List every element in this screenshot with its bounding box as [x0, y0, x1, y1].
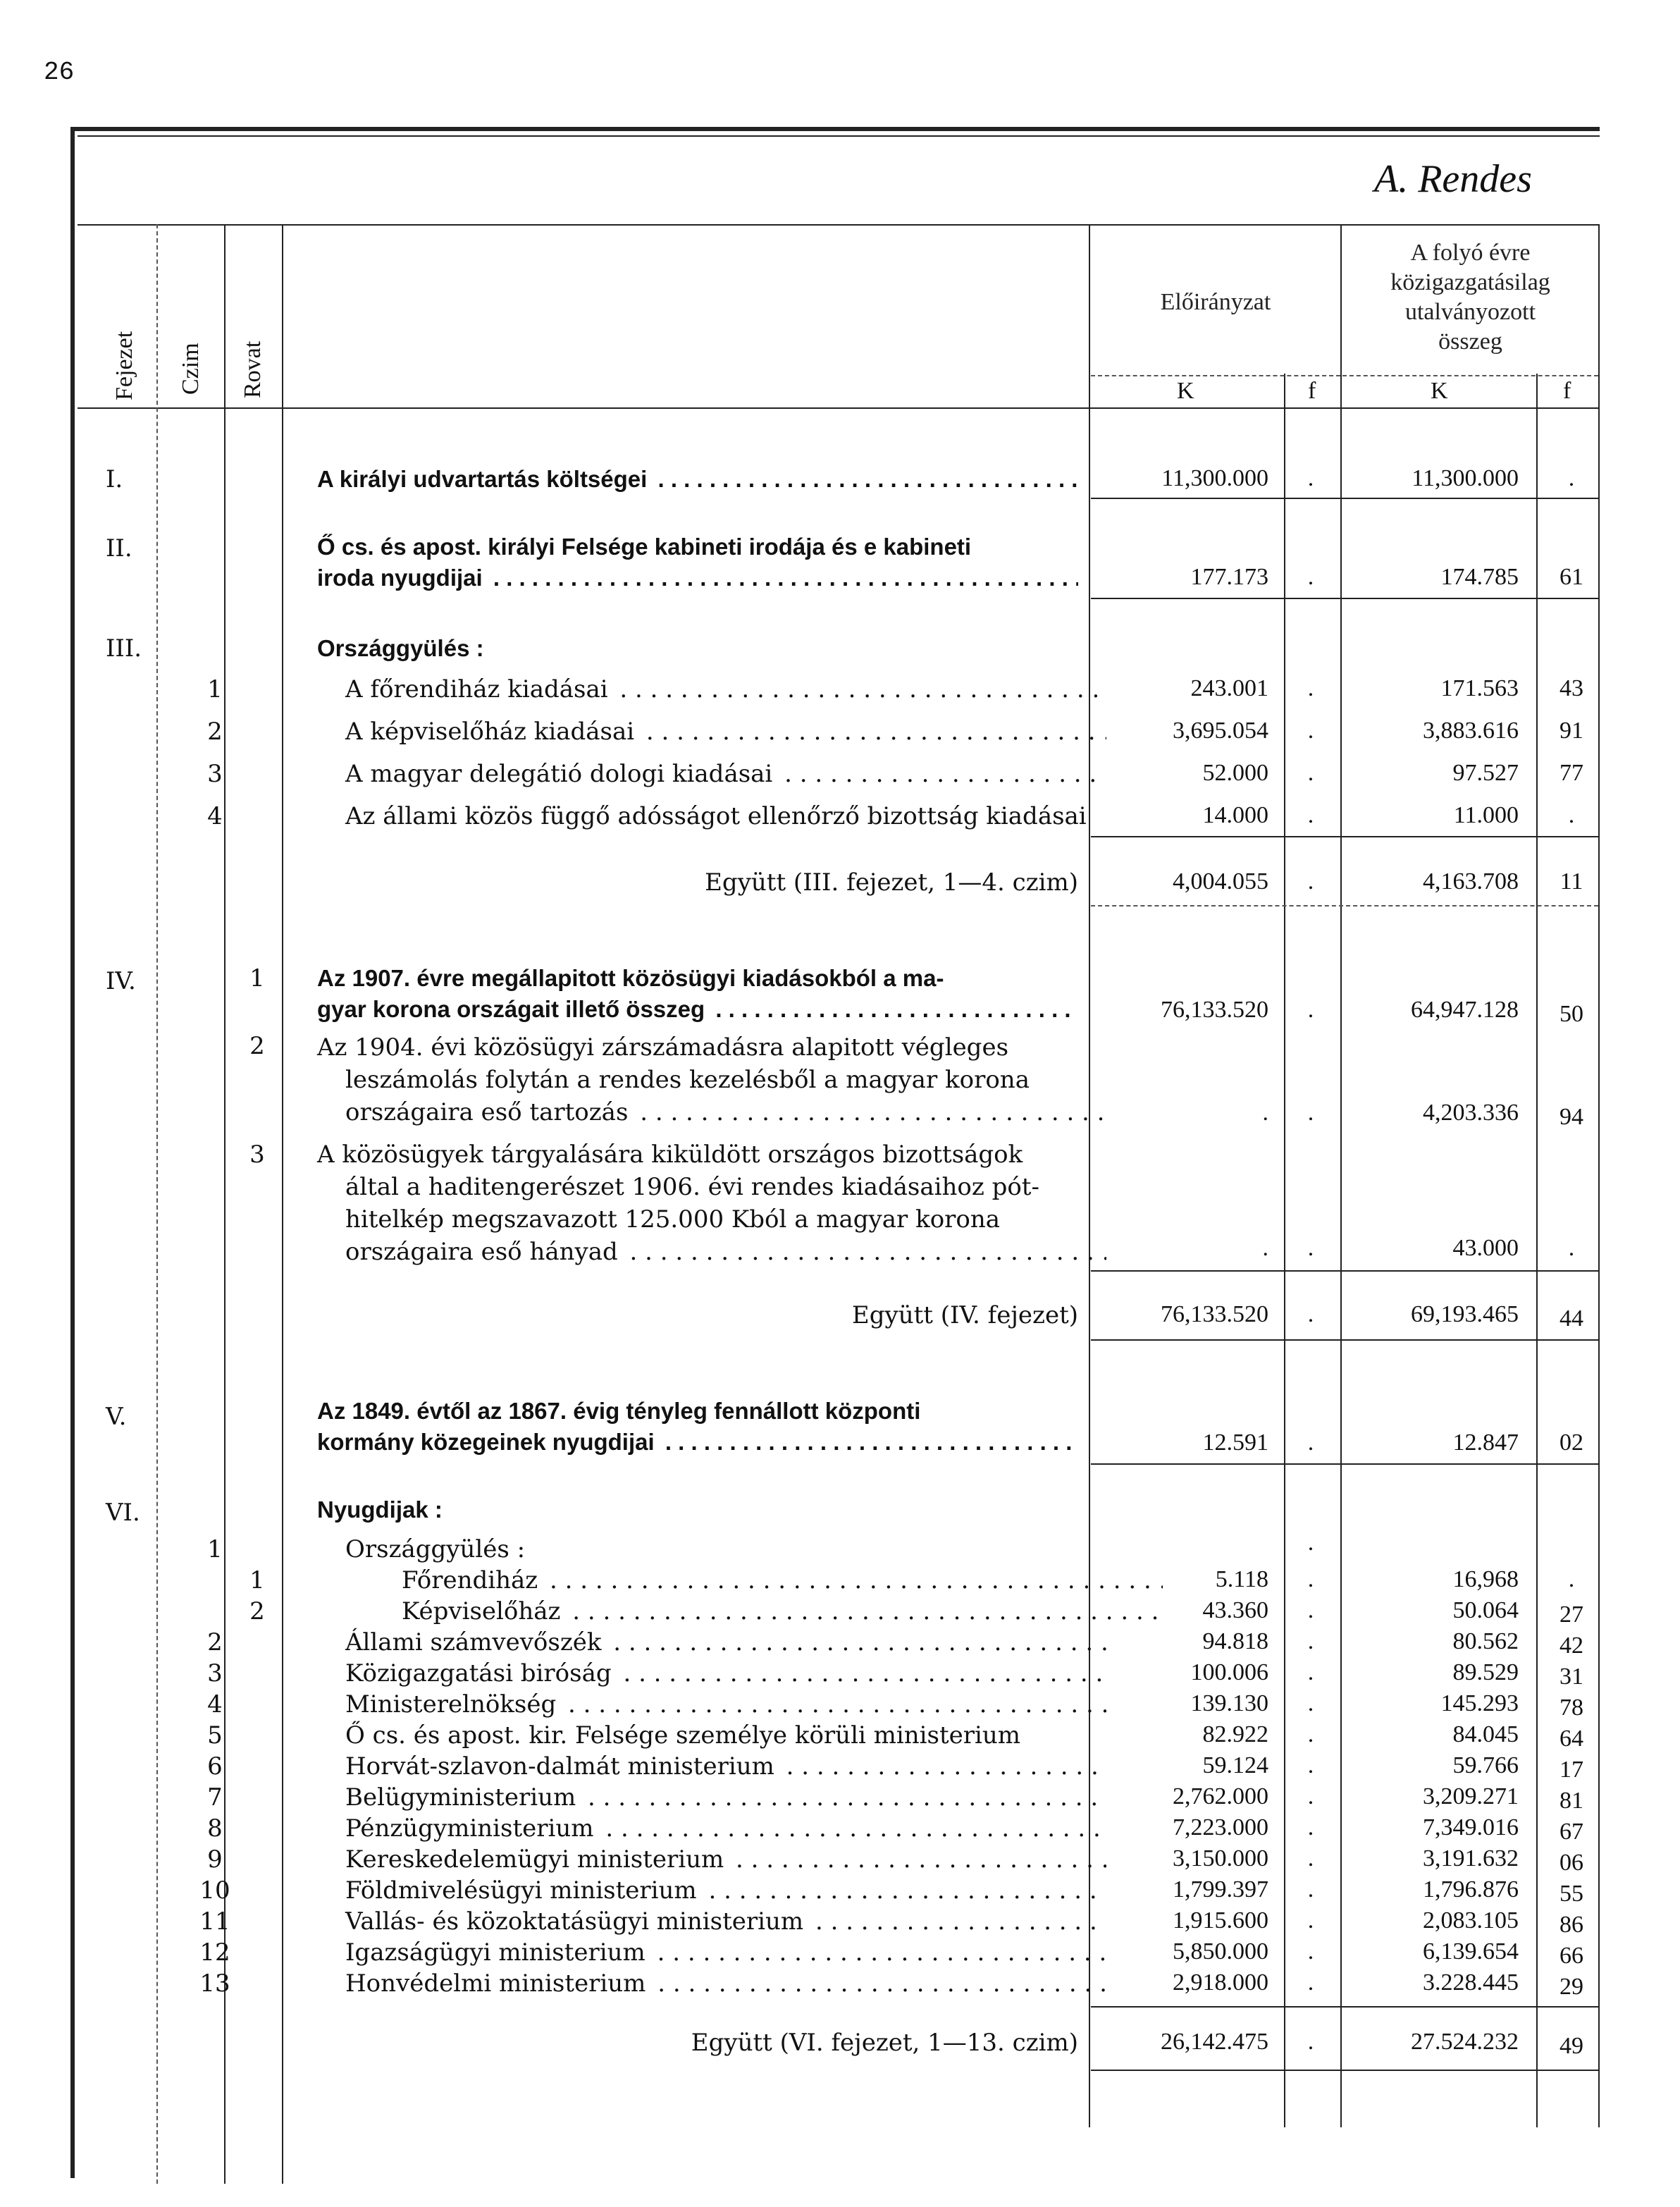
fejezet-label: V. [106, 1403, 127, 1431]
header-folyo-4: összeg [1438, 328, 1502, 355]
eloir-k: 100.006 [1190, 1659, 1268, 1685]
row-desc-line: Az 1907. évre megállapitott közösügyi kiadásokból a ma- [317, 965, 944, 991]
utalv-f: 43 [1559, 675, 1583, 701]
eloir-k: 14.000 [1202, 802, 1268, 828]
czim-number: 11 [199, 1907, 230, 1936]
header-eloiranyzat: Előirányzat [1160, 289, 1271, 315]
row-desc: gyar korona országait illető összeg . . . [317, 992, 1078, 1026]
row-desc: Belügyministerium . . . [317, 1781, 1106, 1814]
czim-number: 4 [207, 1690, 223, 1719]
top-rule [70, 127, 1600, 131]
utalv-k: 6,139.654 [1423, 1938, 1519, 1965]
utalv-f: 55 [1559, 1881, 1583, 1907]
eloir-k: 3,150.000 [1173, 1845, 1268, 1871]
eloir-f: . [1307, 1628, 1314, 1654]
row-desc: Közigazgatási biróság . . . [317, 1656, 1106, 1690]
row-rule [1091, 1463, 1598, 1465]
eloir-f: . [1307, 1659, 1314, 1685]
eloir-k: 1,915.600 [1173, 1907, 1268, 1934]
utalv-f: 61 [1559, 564, 1583, 590]
eloir-k: 82.922 [1202, 1721, 1268, 1747]
top-rule-thin [78, 135, 1600, 137]
eloir-f: . [1307, 1597, 1314, 1623]
row-rule [1091, 2070, 1598, 2071]
row-desc: A királyi udvartartás költségei . . . [317, 462, 1078, 496]
eloir-f: . [1307, 2029, 1314, 2055]
subtotal-label: Együtt (III. fejezet, 1—4. czim) [705, 868, 1078, 897]
eloir-f: . [1307, 1969, 1314, 1996]
row-desc: Pénzügyministerium . . . [317, 1812, 1106, 1845]
czim-number: 1 [207, 675, 223, 703]
fejezet-label: III. [106, 634, 142, 663]
row-desc: Főrendiház . . . [317, 1563, 1163, 1597]
col-sep-k2f2 [1536, 374, 1538, 2127]
utalv-k: 3.228.445 [1423, 1969, 1519, 1996]
col-sep-right [1598, 224, 1600, 2127]
utalv-k: 4,163.708 [1423, 868, 1519, 895]
utalv-f: 66 [1559, 1943, 1583, 1969]
row-desc: iroda nyugdijai . . . [317, 561, 1078, 595]
col-sep-eloir [1340, 224, 1342, 2127]
eloir-k: 12.591 [1202, 1430, 1268, 1456]
fejezet-label: II. [106, 534, 132, 562]
utalv-f: 42 [1559, 1633, 1583, 1659]
utalv-f: 02 [1559, 1430, 1583, 1456]
row-desc: Ő cs. és apost. kir. Felsége személye körüli ministerium [345, 1721, 1021, 1750]
eloir-k: 94.818 [1202, 1628, 1268, 1654]
eloir-k: 2,762.000 [1173, 1783, 1268, 1809]
col-sep-fejezet [156, 224, 158, 2184]
eloir-f: . [1307, 564, 1314, 590]
eloir-f: . [1307, 802, 1314, 828]
utalv-f: 06 [1559, 1850, 1583, 1876]
page-number: 26 [44, 58, 75, 87]
row-desc: A magyar delegátió dologi kiadásai . . . [317, 757, 1106, 791]
row-desc-line: Az 1904. évi közösügyi zárszámadásra alapitott végleges [317, 1033, 1009, 1062]
k-f-dash-2 [1342, 375, 1598, 376]
row-rule [1091, 1270, 1598, 1272]
row-rule [1091, 498, 1598, 499]
row-desc-line: hitelkép megszavazott 125.000 Kból a magyar korona [345, 1205, 1001, 1234]
czim-number: 3 [207, 1659, 223, 1687]
utalv-f: 44 [1559, 1305, 1583, 1332]
header-czim: Czim [178, 343, 204, 395]
utalv-k: 3,191.632 [1423, 1845, 1519, 1871]
eloir-k: 1,799.397 [1173, 1876, 1268, 1902]
header-folyo-1: A folyó évre [1410, 240, 1531, 266]
eloir-k: 177.173 [1190, 564, 1268, 590]
eloir-k: 59.124 [1202, 1752, 1268, 1778]
eloir-f: . [1307, 718, 1314, 744]
utalv-f: . [1568, 802, 1575, 828]
czim-number: 3 [207, 760, 223, 788]
utalv-k: 84.045 [1452, 1721, 1519, 1747]
row-desc: országaira eső tartozás . . . [317, 1095, 1106, 1129]
czim-number: 8 [207, 1814, 223, 1843]
row-desc: Országgyülés : [345, 1535, 526, 1563]
fejezet-label: VI. [106, 1499, 140, 1527]
header-fejezet: Fejezet [111, 331, 137, 400]
section-heading: Országgyülés : [317, 635, 484, 661]
utalv-f: 91 [1559, 718, 1583, 744]
row-desc: Honvédelmi ministerium . . . [317, 1967, 1106, 2000]
eloir-f: . [1307, 1876, 1314, 1902]
czim-number: 5 [207, 1721, 223, 1750]
eloir-f: . [1307, 1430, 1314, 1456]
row-desc: Kereskedelemügyi ministerium . . . [317, 1843, 1106, 1876]
czim-number: 10 [199, 1876, 230, 1905]
eloir-k: 76,133.520 [1161, 1301, 1268, 1327]
eloir-f: . [1307, 1938, 1314, 1965]
utalv-k: 4,203.336 [1423, 1100, 1519, 1126]
utalv-f: 67 [1559, 1819, 1583, 1845]
eloir-k: 4,004.055 [1173, 868, 1268, 895]
czim-number: 2 [207, 1628, 223, 1656]
utalv-k: 11,300.000 [1412, 465, 1519, 491]
row-desc: kormány közegeinek nyugdijai . . . [317, 1425, 1078, 1459]
utalv-k: 7,349.016 [1423, 1814, 1519, 1840]
eloir-f: . [1307, 675, 1314, 701]
subtotal-label: Együtt (VI. fejezet, 1—13. czim) [691, 2029, 1078, 2057]
utalv-k: 145.293 [1440, 1690, 1519, 1716]
row-desc: Az állami közös függő adósságot ellenőrző bizottság kiadásai [345, 802, 1087, 830]
utalv-k: 59.766 [1452, 1752, 1519, 1778]
row-desc: Horvát-szlavon-dalmát ministerium . . . [317, 1750, 1106, 1783]
eloir-f: . [1307, 1566, 1314, 1592]
eloir-k: 3,695.054 [1173, 718, 1268, 744]
header-folyo-3: utalványozott [1404, 299, 1536, 325]
utalv-f: 49 [1559, 2033, 1583, 2059]
fejezet-label: IV. [106, 967, 136, 995]
header-rovat: Rovat [240, 340, 266, 398]
utalv-k: 1,796.876 [1423, 1876, 1519, 1902]
row-desc: Képviselőház . . . [317, 1594, 1163, 1628]
row-rule [1091, 2006, 1598, 2008]
header-folyo-2: közigazgatásilag [1390, 269, 1550, 295]
utalv-k: 43.000 [1452, 1235, 1519, 1261]
col-sep-rovat [282, 224, 283, 2184]
utalv-f: 17 [1559, 1757, 1583, 1783]
czim-number: 1 [207, 1535, 223, 1563]
subtotal-label: Együtt (IV. fejezet) [851, 1301, 1078, 1329]
row-desc: Igazságügyi ministerium . . . [317, 1936, 1106, 1969]
utalv-f: 27 [1559, 1602, 1583, 1628]
header-k-2: K [1431, 378, 1448, 404]
section-heading: Nyugdijak : [317, 1496, 443, 1523]
utalv-k: 11.000 [1453, 802, 1519, 828]
rovat-number: 1 [249, 1566, 265, 1594]
eloir-k: 76,133.520 [1161, 997, 1268, 1023]
utalv-k: 50.064 [1452, 1597, 1519, 1623]
header-f-2: f [1563, 378, 1571, 404]
eloir-f: . [1307, 1845, 1314, 1871]
utalv-k: 3,883.616 [1423, 718, 1519, 744]
row-rule [1091, 905, 1598, 906]
row-desc-line: által a haditengerészet 1906. évi rendes kiadásaihoz pót- [345, 1173, 1039, 1201]
eloir-f: . [1307, 1721, 1314, 1747]
eloir-f: . [1307, 1301, 1314, 1327]
utalv-f: 77 [1559, 760, 1583, 786]
czim-number: 2 [207, 718, 223, 746]
k-f-dash-1 [1091, 375, 1340, 376]
utalv-f: . [1568, 1566, 1575, 1592]
eloir-k: 43.360 [1202, 1597, 1268, 1623]
header-bottom-rule [78, 407, 1600, 409]
eloir-k: . [1262, 1100, 1268, 1126]
eloir-f: . [1307, 1814, 1314, 1840]
czim-number: 13 [199, 1969, 230, 1998]
utalv-f: 50 [1559, 1001, 1583, 1027]
row-desc-line: leszámolás folytán a rendes kezelésből a magyar korona [345, 1066, 1030, 1094]
eloir-f: . [1307, 1907, 1314, 1934]
rovat-number: 1 [249, 964, 265, 992]
eloir-k: . [1262, 1235, 1268, 1261]
eloir-f: . [1307, 465, 1314, 491]
eloir-f: . [1307, 1235, 1314, 1261]
eloir-k: 7,223.000 [1173, 1814, 1268, 1840]
row-rule [1091, 598, 1598, 599]
row-desc: A főrendiház kiadásai . . . [317, 672, 1106, 706]
utalv-f: 29 [1559, 1974, 1583, 2000]
rovat-number: 2 [249, 1032, 265, 1060]
row-desc-line: Ő cs. és apost. királyi Felsége kabineti irodája és e kabineti [317, 534, 972, 560]
fejezet-label: I. [106, 465, 123, 493]
eloir-f: . [1307, 1100, 1314, 1126]
czim-number: 12 [199, 1938, 230, 1967]
row-desc-line: A közösügyek tárgyalására kiküldött országos bizottságok [317, 1141, 1023, 1169]
row-rule [1091, 1339, 1598, 1341]
eloir-k: 243.001 [1190, 675, 1268, 701]
eloir-k: 5,850.000 [1173, 1938, 1268, 1965]
header-f-1: f [1308, 378, 1316, 404]
utalv-f: 81 [1559, 1788, 1583, 1814]
eloir-f: . [1307, 760, 1314, 786]
utalv-f: 31 [1559, 1664, 1583, 1690]
czim-number: 9 [207, 1845, 223, 1874]
utalv-k: 27.524.232 [1411, 2029, 1519, 2055]
eloir-k: 26,142.475 [1161, 2029, 1268, 2055]
row-desc: Ministerelnökség . . . [317, 1687, 1106, 1721]
utalv-k: 16,968 [1452, 1566, 1519, 1592]
row-desc: országaira eső hányad . . . [317, 1235, 1106, 1269]
header-top-rule [78, 224, 1600, 226]
eloir-k: 139.130 [1190, 1690, 1268, 1716]
row-desc: Vallás- és közoktatásügyi ministerium . . . [317, 1905, 1106, 1938]
utalv-k: 174.785 [1440, 564, 1519, 590]
utalv-k: 171.563 [1440, 675, 1519, 701]
utalv-f: 86 [1559, 1912, 1583, 1938]
header-k-1: K [1177, 378, 1194, 404]
row-desc: A képviselőház kiadásai . . . [317, 715, 1106, 749]
eloir-k: 5.118 [1215, 1566, 1268, 1592]
page-title: A. Rendes [1374, 157, 1532, 201]
utalv-k: 3,209.271 [1423, 1783, 1519, 1809]
czim-number: 7 [207, 1783, 223, 1812]
utalv-f: 78 [1559, 1695, 1583, 1721]
eloir-f: . [1307, 1690, 1314, 1716]
eloir-k: 11,300.000 [1161, 465, 1268, 491]
row-rule [1091, 836, 1598, 837]
eloir-k: 2,918.000 [1173, 1969, 1268, 1996]
eloir-k: 52.000 [1202, 760, 1268, 786]
utalv-k: 80.562 [1452, 1628, 1519, 1654]
utalv-k: 64,947.128 [1411, 997, 1519, 1023]
rovat-number: 2 [249, 1597, 265, 1625]
rovat-number: 3 [249, 1141, 265, 1169]
utalv-k: 12.847 [1452, 1430, 1519, 1456]
eloir-f: . [1307, 1530, 1314, 1556]
utalv-f: . [1568, 1235, 1575, 1261]
utalv-f: . [1568, 465, 1575, 491]
eloir-f: . [1307, 997, 1314, 1023]
row-desc: Földmivelésügyi ministerium . . . [317, 1874, 1106, 1907]
utalv-k: 69,193.465 [1411, 1301, 1519, 1327]
utalv-k: 97.527 [1452, 760, 1519, 786]
czim-number: 4 [207, 802, 223, 830]
utalv-f: 11 [1559, 868, 1583, 895]
row-desc: Állami számvevőszék . . . [317, 1625, 1106, 1659]
utalv-k: 2,083.105 [1423, 1907, 1519, 1934]
col-sep-k1f1 [1284, 374, 1285, 2127]
utalv-k: 89.529 [1452, 1659, 1519, 1685]
eloir-f: . [1307, 1752, 1314, 1778]
utalv-f: 64 [1559, 1726, 1583, 1752]
czim-number: 6 [207, 1752, 223, 1781]
eloir-f: . [1307, 868, 1314, 895]
eloir-f: . [1307, 1783, 1314, 1809]
utalv-f: 94 [1559, 1104, 1583, 1130]
left-border [70, 127, 75, 2178]
row-desc-line: Az 1849. évtől az 1867. évig tényleg fennállott központi [317, 1398, 921, 1424]
